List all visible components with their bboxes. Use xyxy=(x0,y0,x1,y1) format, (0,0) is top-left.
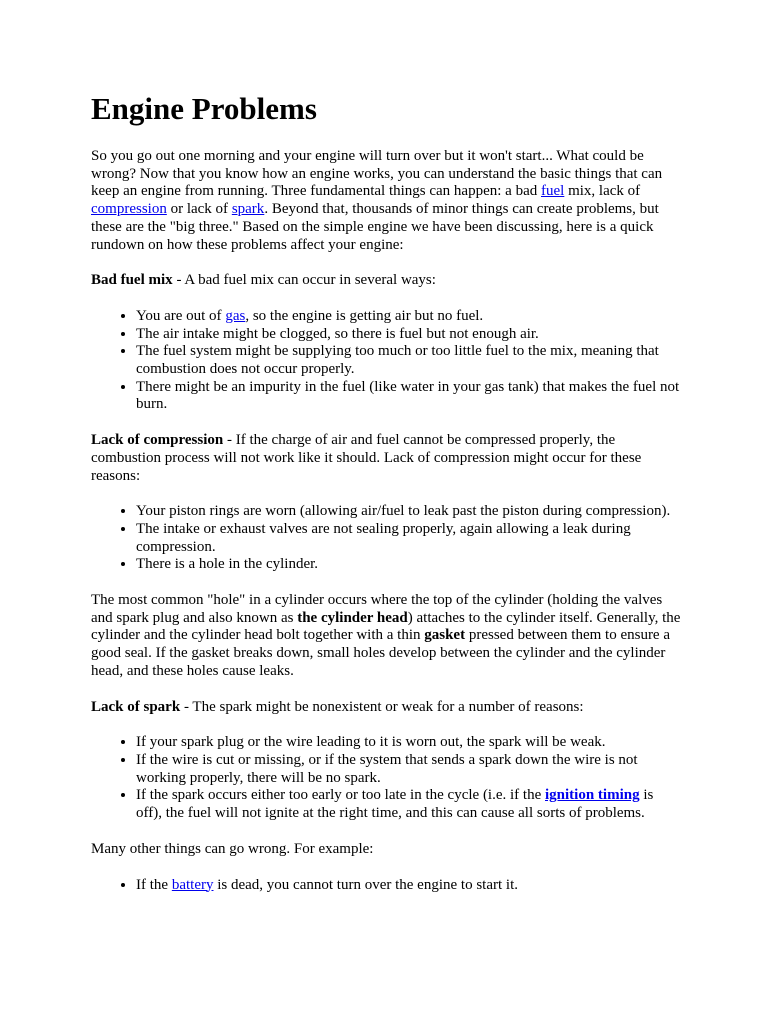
battery-link[interactable]: battery xyxy=(171,876,214,893)
list-item xyxy=(136,877,682,895)
list-item-text: is dead, you cannot turn over the engine to start it. xyxy=(213,876,518,893)
fuel-problems-list xyxy=(91,308,682,414)
paragraph-text: ) attaches to the cylinder itself. Generally, the cylinder and the cylinder head bolt together with a thin xyxy=(91,609,681,644)
fuel-section-text: - A bad fuel mix can occur in several ways: xyxy=(172,272,436,289)
list-item: • If your spark plug or the wire leading to it is worn out, the spark will be weak. xyxy=(136,734,682,752)
list-item-text: is off), the fuel will not ignite at the right time, and this can cause all sorts of problems. xyxy=(136,787,654,822)
intro-text: . Beyond that, thousands of minor things can create problems, but these are the "big three." Based on the simple engine we have been discussing, here is a quick rundown on how these problems affect your engine: xyxy=(91,201,659,253)
other-problems-list xyxy=(91,877,682,895)
list-item-text: , so the engine is getting air but no fuel. xyxy=(245,307,484,324)
spark-section-text: - The spark might be nonexistent or weak for a number of reasons: xyxy=(180,698,584,715)
intro-paragraph xyxy=(91,148,682,254)
spark-problems-list xyxy=(91,734,682,823)
compression-problems-list xyxy=(91,503,682,574)
fuel-section-intro xyxy=(91,272,682,290)
list-item: • There is a hole in the cylinder. xyxy=(136,556,682,574)
cylinder-hole-paragraph xyxy=(91,592,682,681)
list-item: • There might be an impurity in the fuel (like water in your gas tank) that makes the fuel not burn. xyxy=(136,379,682,414)
spark-link[interactable]: spark xyxy=(231,201,265,218)
spark-section-heading: Lack of spark xyxy=(91,698,181,715)
intro-text: or lack of xyxy=(166,201,232,218)
other-problems-intro: Many other things can go wrong. For example: xyxy=(91,840,374,857)
list-item-text: You are out of xyxy=(136,307,226,324)
list-item: • Your piston rings are worn (allowing air/fuel to leak past the piston during compression). xyxy=(136,503,682,521)
paragraph-text: pressed between them to ensure a good seal. If the gasket breaks down, small holes develop between the cylinder and the cylinder head, and these holes cause leaks. xyxy=(91,627,671,679)
compression-section-intro xyxy=(91,432,682,485)
gasket-term: gasket xyxy=(424,627,466,644)
intro-text: So you go out one morning and your engine will turn over but it won't start... What could be wrong? Now that you know how an engine works, you can understand the basic things that can keep an engine from running. Three fundamental things can happen: a bad xyxy=(91,148,663,200)
spark-section-intro xyxy=(91,699,682,717)
list-item xyxy=(136,308,682,326)
list-item: • If the wire is cut or missing, or if the system that sends a spark down the wire is not working properly, there will be no spark. xyxy=(136,752,682,787)
list-item: • The fuel system might be supplying too much or too little fuel to the mix, meaning that combustion does not occur properly. xyxy=(136,343,682,378)
ignition-timing-link[interactable]: ignition timing xyxy=(545,787,640,804)
compression-section-heading: Lack of compression xyxy=(91,432,224,449)
cylinder-head-term: the cylinder head xyxy=(297,609,408,626)
list-item: • The air intake might be clogged, so there is fuel but not enough air. xyxy=(136,326,682,344)
paragraph-text: The most common "hole" in a cylinder occurs where the top of the cylinder (holding the valves and spark plug and also known as xyxy=(91,592,663,626)
list-item-text: If the spark occurs either too early or too late in the cycle (i.e. if the xyxy=(136,787,545,804)
intro-text: mix, lack of xyxy=(564,183,641,200)
gas-link[interactable]: gas xyxy=(225,307,246,324)
fuel-section-heading: Bad fuel mix xyxy=(91,272,173,289)
fuel-link[interactable]: fuel xyxy=(541,183,565,200)
list-item-text: If the xyxy=(136,876,172,893)
compression-link[interactable]: compression xyxy=(91,201,167,218)
page-title: Engine Problems xyxy=(91,91,317,126)
list-item: • The intake or exhaust valves are not sealing properly, again allowing a leak during compression. xyxy=(136,521,682,556)
list-item xyxy=(136,787,682,822)
compression-section-text: - If the charge of air and fuel cannot be compressed properly, the combustion process will not work like it should. Lack of compression might occur for these reasons: xyxy=(91,432,642,484)
